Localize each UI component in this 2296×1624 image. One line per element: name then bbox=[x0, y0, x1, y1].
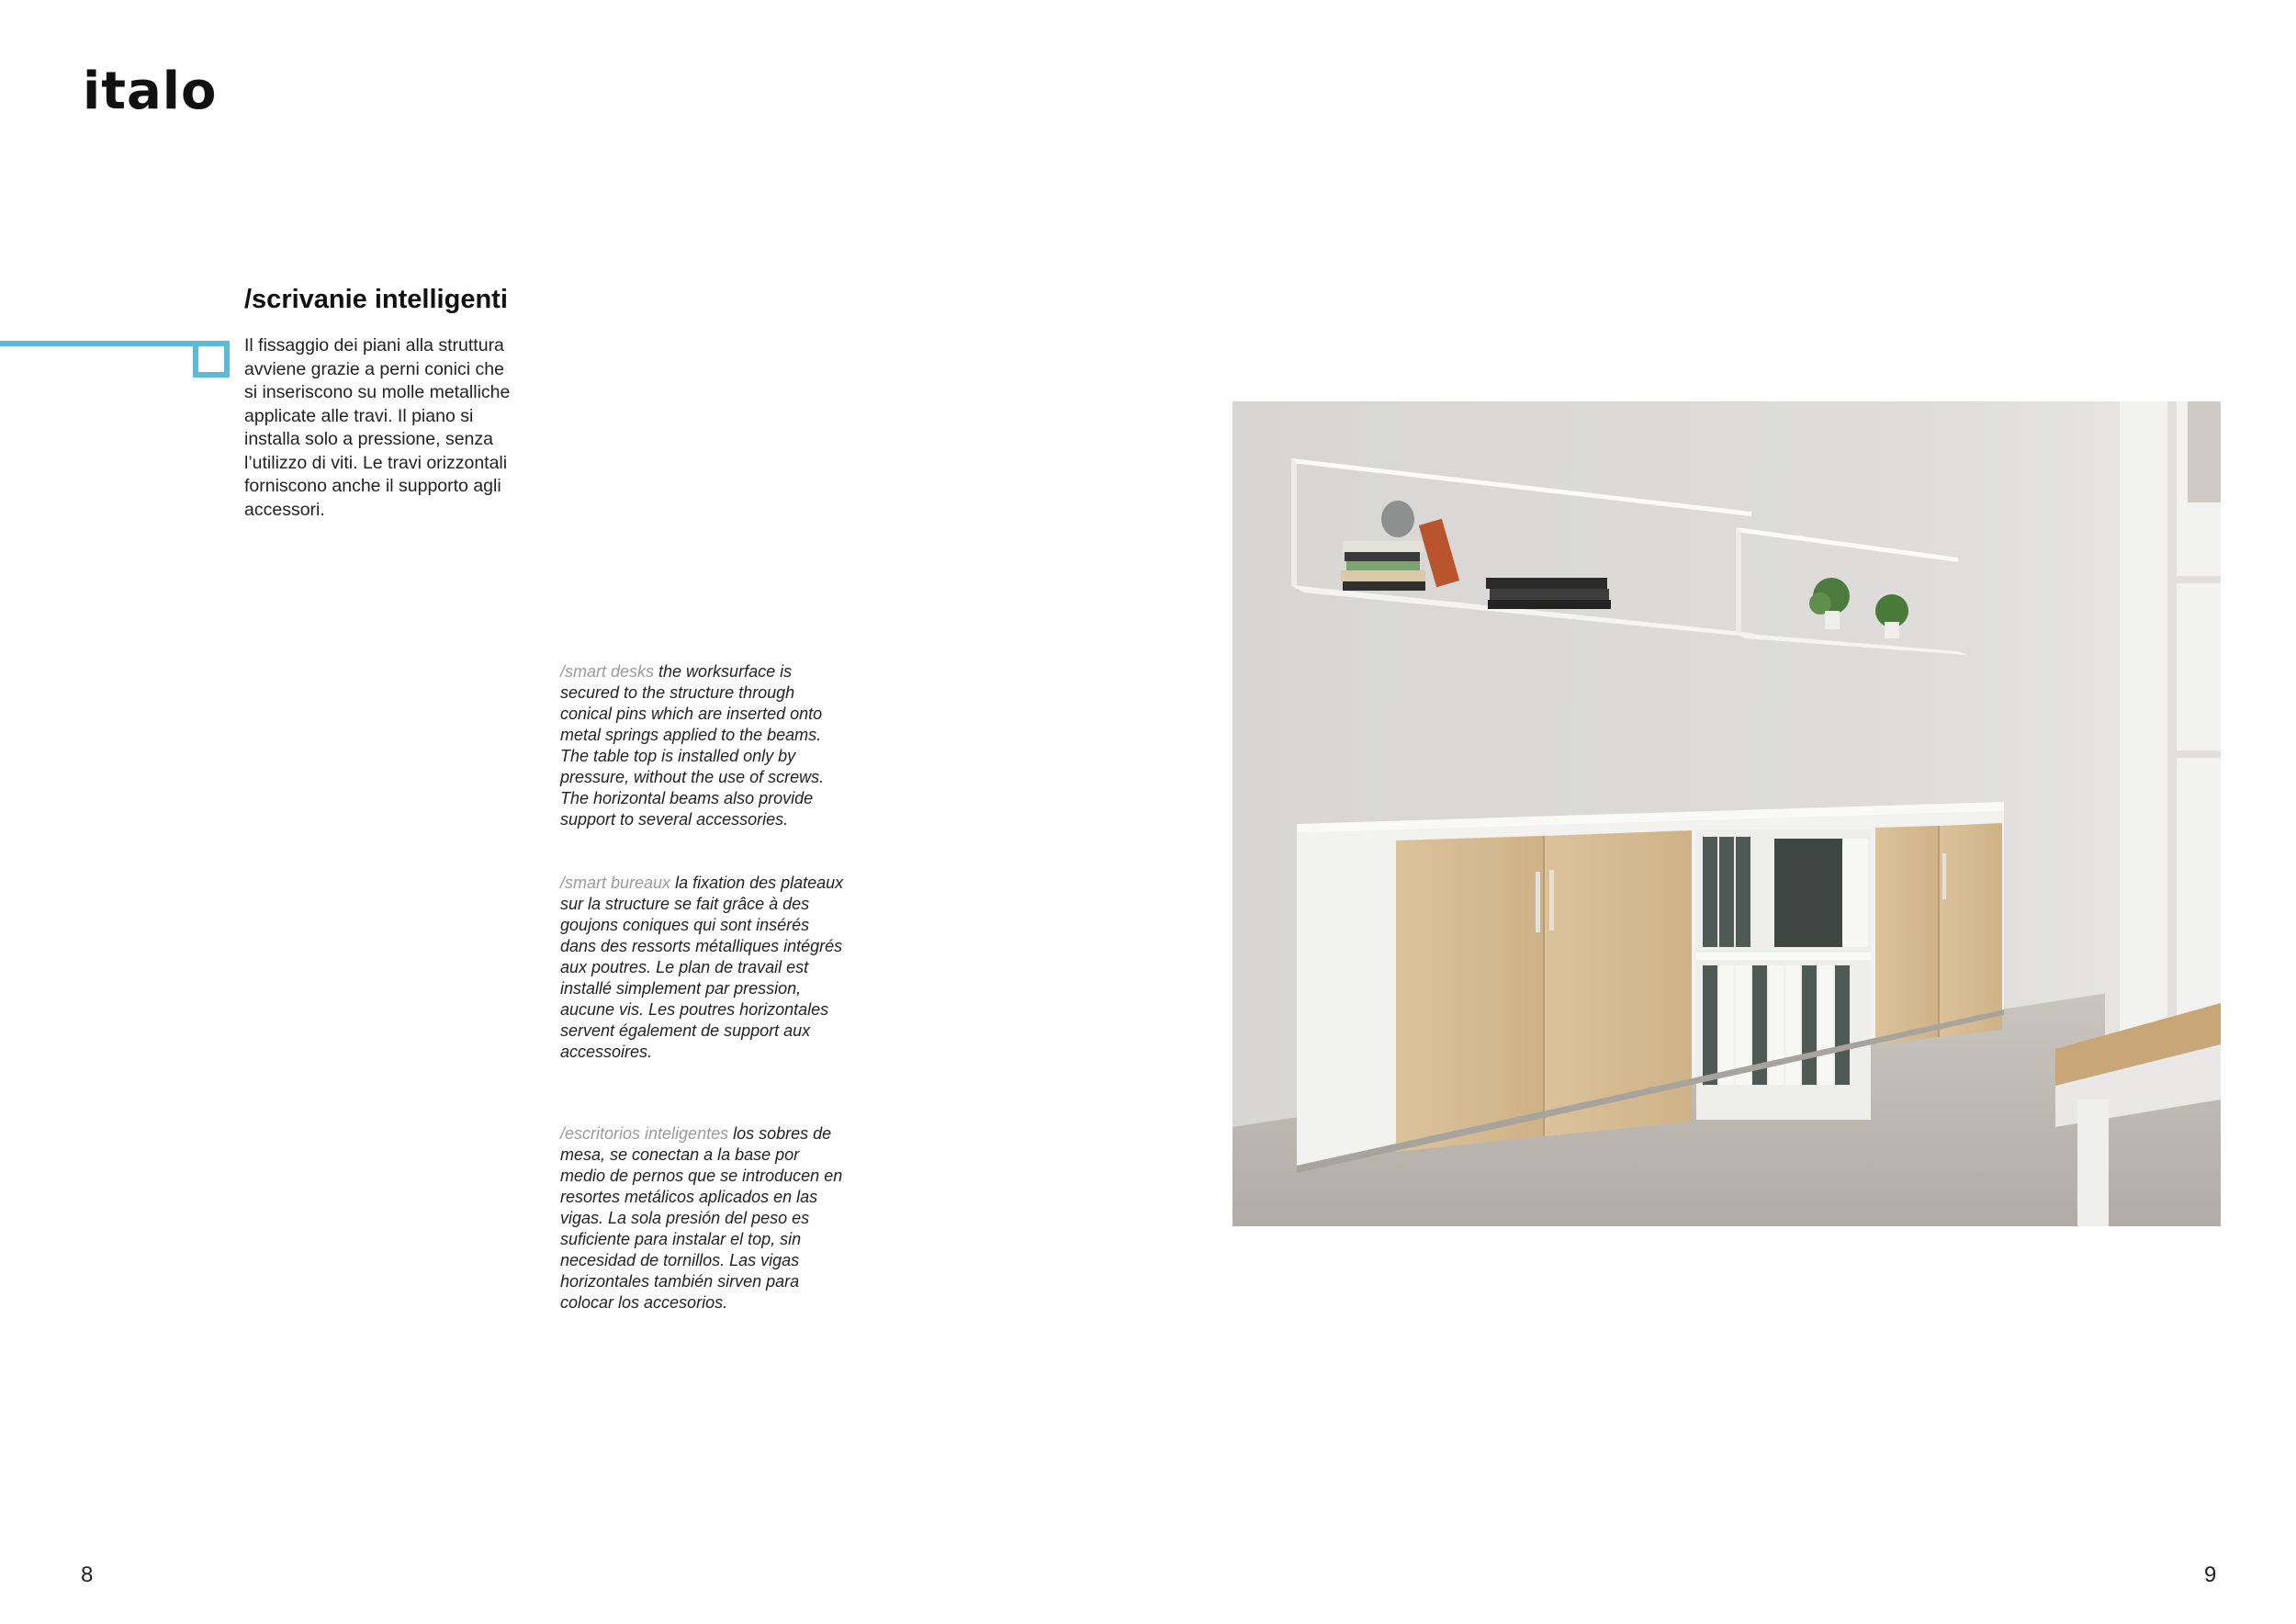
page-number-left: 8 bbox=[81, 1562, 94, 1587]
translation-body: los sobres de mesa, se conectan a la base por medio de pernos que se introducen en resortes metálicos aplicados en las vigas. La sola presión del peso es suficiente para instalar el top, sin necesidad de tornillos. Las vigas horizontales también sirven para colocar los accesorios. bbox=[560, 1124, 843, 1312]
section-heading: /scrivanie intelligenti bbox=[244, 285, 508, 314]
brand-logo: italo bbox=[83, 62, 218, 121]
sideboard-photo-icon bbox=[1232, 401, 2221, 1226]
translation-body: the worksurface is secured to the structure through conical pins which are inserted onto metal springs applied to the beams. The table top is installed only by pressure, without the use of screws. The horizontal beams also provide support to several accessories. bbox=[560, 662, 825, 829]
intro-text-italian: Il fissaggio dei piani alla struttura avviene grazie a perni conici che si inseriscono su molle metalliche applicate alle travi. Il piano si installa solo a pressione, senza l’utilizzo di viti. Le travi orizzontali forniscono anche il supporto agli accessori. bbox=[244, 335, 511, 520]
translation-english bbox=[560, 661, 845, 830]
page-number-right: 9 bbox=[2204, 1562, 2217, 1587]
accent-bracket bbox=[193, 341, 230, 378]
translation-spanish bbox=[560, 1123, 845, 1314]
translation-label: /smart desks bbox=[560, 662, 655, 681]
translation-body: la fixation des plateaux sur la structure se fait grâce à des goujons coniques qui sont insérés dans des ressorts métalliques intégrés aux poutres. Le plan de travail est installé simplement par pression, aucune vis. Les poutres horizontales servent également de support aux accessoires. bbox=[560, 874, 844, 1061]
translation-label: /smart bureaux bbox=[560, 874, 671, 892]
translation-label: /escritorios inteligentes bbox=[560, 1124, 729, 1143]
translation-french bbox=[560, 873, 845, 1063]
product-photo bbox=[1232, 401, 2221, 1226]
